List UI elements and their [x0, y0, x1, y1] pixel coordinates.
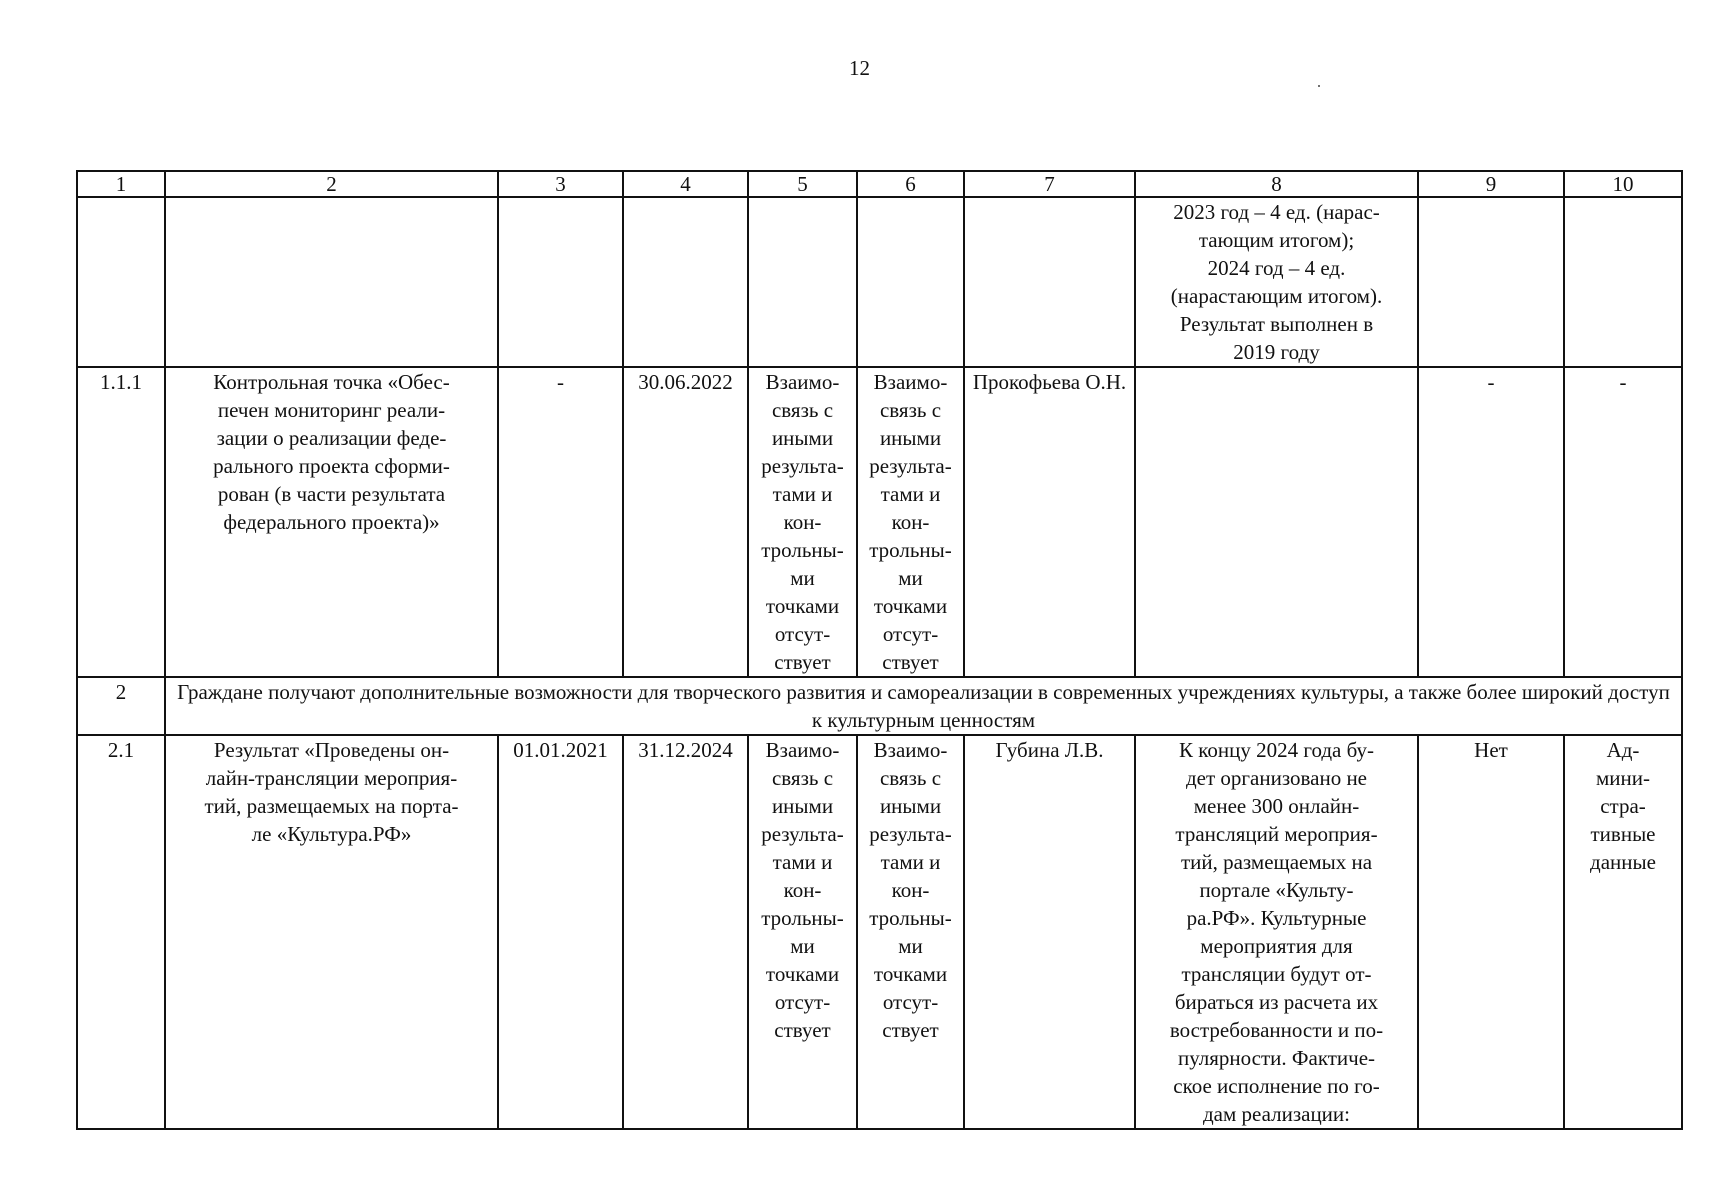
scan-speck [1318, 85, 1320, 87]
start-date-cell: 01.01.2021 [498, 735, 623, 1129]
header-cell: 1 [77, 171, 165, 197]
table-cell [1418, 197, 1564, 367]
table-cell [623, 197, 748, 367]
relation-cell: Взаимо- связь с иными результа- тами и кон- трольны- ми точками отсут- ствует [748, 735, 857, 1129]
header-cell: 3 [498, 171, 623, 197]
table-cell [1564, 197, 1682, 367]
header-cell: 2 [165, 171, 498, 197]
row-number-cell: 1.1.1 [77, 367, 165, 677]
row-number-cell: 2 [77, 677, 165, 735]
start-date-cell: - [498, 367, 623, 677]
table-cell [1135, 367, 1418, 677]
responsible-cell: Губина Л.В. [964, 735, 1135, 1129]
header-cell: 7 [964, 171, 1135, 197]
relation-cell: Взаимо- связь с иными результа- тами и кон- трольны- ми точками отсут- ствует [748, 367, 857, 677]
table-cell [748, 197, 857, 367]
results-table [76, 170, 1683, 1130]
table-row-continuation [77, 197, 1682, 367]
row-number-cell: 2.1 [77, 735, 165, 1129]
header-cell: 9 [1418, 171, 1564, 197]
table-cell [165, 197, 498, 367]
data-source-cell: Ад- мини- стра- тивные данные [1564, 735, 1682, 1129]
table-header-row [77, 171, 1682, 197]
page-number: 12 [849, 56, 870, 80]
header-cell: 4 [623, 171, 748, 197]
table-cell: - [1564, 367, 1682, 677]
section-title-cell: Граждане получают дополнительные возможности для творческого развития и самореализации в современных учреждениях культуры, а также более широкий доступ к культурным ценностям [165, 677, 1682, 735]
table-row-section-2 [77, 677, 1682, 735]
header-cell: 8 [1135, 171, 1418, 197]
checkpoint-name-cell: Контрольная точка «Обес- печен мониторинг реали- зации о реализации феде- рального проекта сформи- рован (в части результата федерального проекта)» [165, 367, 498, 677]
table-cell [857, 197, 964, 367]
header-cell: 5 [748, 171, 857, 197]
header-cell: 6 [857, 171, 964, 197]
table-cell [964, 197, 1135, 367]
table-row-1-1-1 [77, 367, 1682, 677]
result-description-cell: К концу 2024 года бу- дет организовано не менее 300 онлайн- трансляций мероприя- тий, размещаемых на портале «Культу- ра.РФ». Культурные мероприятия для трансляции будут от- бираться из расчета их востребованности и по- пулярности. Фактиче- ское исполнение по го- дам реализации: [1135, 735, 1418, 1129]
table-cell [498, 197, 623, 367]
end-date-cell: 30.06.2022 [623, 367, 748, 677]
indicator-values-cell: 2023 год – 4 ед. (нарас- тающим итогом); 2024 год – 4 ед. (нарастающим итогом). Результат выполнен в 2019 году [1135, 197, 1418, 367]
end-date-cell: 31.12.2024 [623, 735, 748, 1129]
table-row-2-1 [77, 735, 1682, 1129]
header-cell: 10 [1564, 171, 1682, 197]
relation-cell: Взаимо- связь с иными результа- тами и кон- трольны- ми точками отсут- ствует [857, 367, 964, 677]
table-cell: Нет [1418, 735, 1564, 1129]
result-name-cell: Результат «Проведены он- лайн-трансляции мероприя- тий, размещаемых на порта- ле «Культура.РФ» [165, 735, 498, 1129]
responsible-cell: Прокофьева О.Н. [964, 367, 1135, 677]
table-cell [77, 197, 165, 367]
relation-cell: Взаимо- связь с иными результа- тами и кон- трольны- ми точками отсут- ствует [857, 735, 964, 1129]
table-cell: - [1418, 367, 1564, 677]
